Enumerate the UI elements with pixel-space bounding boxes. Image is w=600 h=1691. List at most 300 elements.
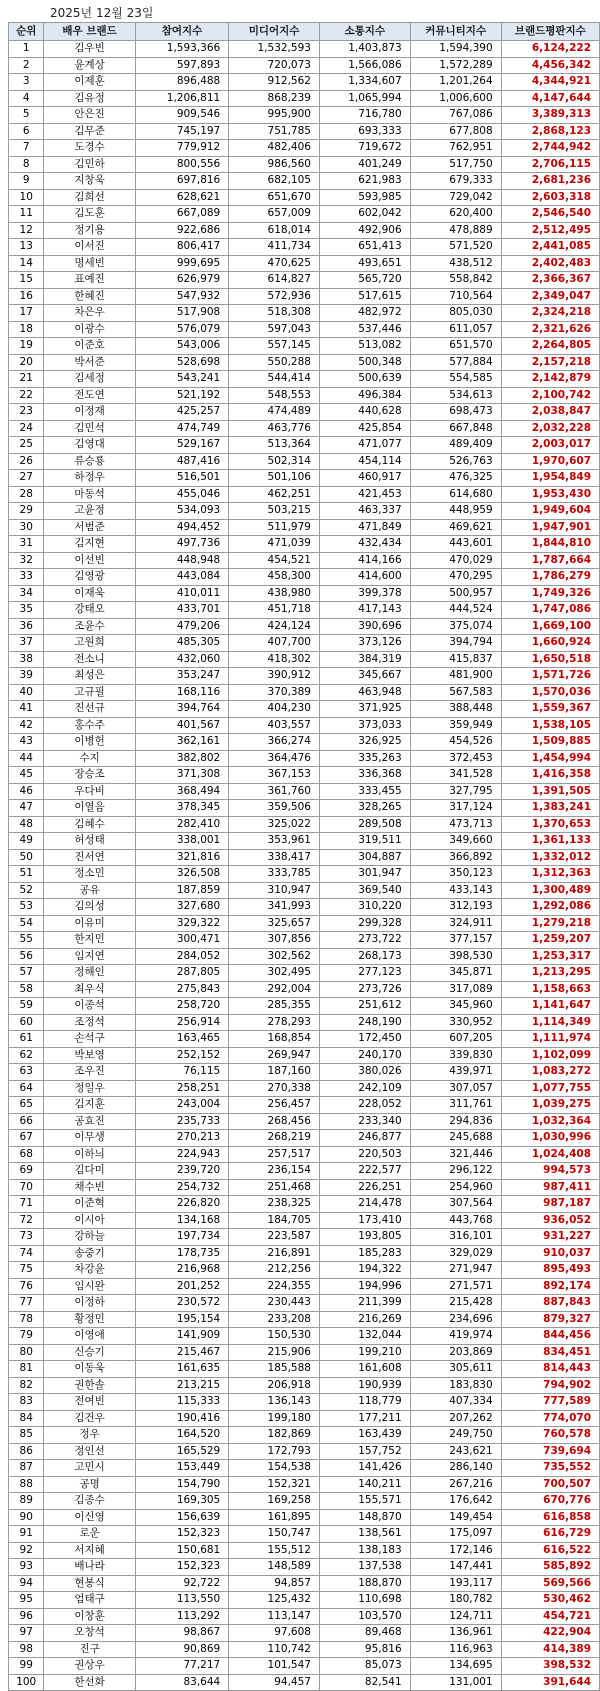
community-index-cell: 243,621	[410, 1443, 501, 1460]
media-index-cell: 471,039	[229, 536, 320, 553]
communication-index-cell: 421,453	[319, 486, 410, 503]
rank-cell: 49	[9, 833, 44, 850]
actor-name-cell: 한선화	[44, 1674, 135, 1691]
media-index-cell: 451,718	[229, 602, 320, 619]
rank-cell: 67	[9, 1130, 44, 1147]
media-index-cell: 407,700	[229, 635, 320, 652]
communication-index-cell: 132,044	[319, 1328, 410, 1345]
rank-cell: 97	[9, 1625, 44, 1642]
table-row	[9, 453, 600, 470]
table-row	[9, 849, 600, 866]
table-row	[9, 1295, 600, 1312]
community-index-cell: 136,961	[410, 1625, 501, 1642]
participation-index-cell: 896,488	[135, 74, 228, 91]
participation-index-cell: 378,345	[135, 800, 228, 817]
brand-index-cell: 391,644	[501, 1674, 599, 1691]
brand-index-cell: 1,213,295	[501, 965, 599, 982]
media-index-cell: 325,657	[229, 915, 320, 932]
actor-name-cell: 김영광	[44, 569, 135, 586]
actor-name-cell: 도경수	[44, 140, 135, 157]
communication-index-cell: 537,446	[319, 321, 410, 338]
rank-cell: 68	[9, 1146, 44, 1163]
actor-name-cell: 정일우	[44, 1080, 135, 1097]
participation-index-cell: 258,720	[135, 998, 228, 1015]
brand-index-cell: 1,083,272	[501, 1064, 599, 1081]
actor-name-cell: 임지연	[44, 948, 135, 965]
brand-index-cell: 700,507	[501, 1476, 599, 1493]
brand-index-cell: 2,324,218	[501, 305, 599, 322]
communication-index-cell: 333,455	[319, 783, 410, 800]
rank-cell: 51	[9, 866, 44, 883]
brand-index-cell: 2,366,367	[501, 272, 599, 289]
community-index-cell: 454,526	[410, 734, 501, 751]
media-index-cell: 403,557	[229, 717, 320, 734]
table-row	[9, 1146, 600, 1163]
community-index-cell: 470,295	[410, 569, 501, 586]
actor-name-cell: 우다비	[44, 783, 135, 800]
communication-index-cell: 211,399	[319, 1295, 410, 1312]
media-index-cell: 169,258	[229, 1493, 320, 1510]
participation-index-cell: 338,001	[135, 833, 228, 850]
brand-index-cell: 2,681,236	[501, 173, 599, 190]
actor-name-cell: 이종석	[44, 998, 135, 1015]
media-index-cell: 333,785	[229, 866, 320, 883]
rank-cell: 86	[9, 1443, 44, 1460]
brand-index-cell: 2,142,879	[501, 371, 599, 388]
community-index-cell: 271,947	[410, 1262, 501, 1279]
actor-name-cell: 이유미	[44, 915, 135, 932]
table-row	[9, 1047, 600, 1064]
media-index-cell: 215,906	[229, 1344, 320, 1361]
participation-index-cell: 98,867	[135, 1625, 228, 1642]
table-row	[9, 651, 600, 668]
communication-index-cell: 185,283	[319, 1245, 410, 1262]
rank-cell: 11	[9, 206, 44, 223]
brand-index-cell: 1,571,726	[501, 668, 599, 685]
brand-index-cell: 1,747,086	[501, 602, 599, 619]
media-index-cell: 370,389	[229, 684, 320, 701]
media-index-cell: 751,785	[229, 123, 320, 140]
communication-index-cell: 425,854	[319, 420, 410, 437]
media-index-cell: 125,432	[229, 1592, 320, 1609]
brand-index-cell: 1,509,885	[501, 734, 599, 751]
communication-index-cell: 194,996	[319, 1278, 410, 1295]
participation-index-cell: 521,192	[135, 387, 228, 404]
table-row	[9, 338, 600, 355]
brand-index-cell: 987,411	[501, 1179, 599, 1196]
communication-index-cell: 82,541	[319, 1674, 410, 1691]
communication-index-cell: 216,269	[319, 1311, 410, 1328]
brand-index-cell: 1,253,317	[501, 948, 599, 965]
participation-index-cell: 256,914	[135, 1014, 228, 1031]
communication-index-cell: 471,077	[319, 437, 410, 454]
rank-cell: 30	[9, 519, 44, 536]
rank-cell: 35	[9, 602, 44, 619]
rank-cell: 29	[9, 503, 44, 520]
actor-name-cell: 류승룡	[44, 453, 135, 470]
communication-index-cell: 155,571	[319, 1493, 410, 1510]
rank-cell: 65	[9, 1097, 44, 1114]
rank-cell: 56	[9, 948, 44, 965]
brand-index-cell: 1,570,036	[501, 684, 599, 701]
rank-cell: 77	[9, 1295, 44, 1312]
media-index-cell: 136,143	[229, 1394, 320, 1411]
community-index-cell: 307,564	[410, 1196, 501, 1213]
communication-index-cell: 335,263	[319, 750, 410, 767]
table-row	[9, 255, 600, 272]
community-index-cell: 567,583	[410, 684, 501, 701]
communication-index-cell: 226,251	[319, 1179, 410, 1196]
table-row	[9, 1278, 600, 1295]
community-index-cell: 312,193	[410, 899, 501, 916]
participation-index-cell: 487,416	[135, 453, 228, 470]
media-index-cell: 597,043	[229, 321, 320, 338]
actor-name-cell: 김영대	[44, 437, 135, 454]
rank-cell: 27	[9, 470, 44, 487]
rank-cell: 62	[9, 1047, 44, 1064]
rank-cell: 91	[9, 1526, 44, 1543]
table-row	[9, 1493, 600, 1510]
participation-index-cell: 300,471	[135, 932, 228, 949]
actor-name-cell: 진구	[44, 1641, 135, 1658]
communication-index-cell: 140,211	[319, 1476, 410, 1493]
community-index-cell: 377,157	[410, 932, 501, 949]
participation-index-cell: 254,732	[135, 1179, 228, 1196]
community-index-cell: 339,830	[410, 1047, 501, 1064]
brand-index-cell: 2,706,115	[501, 156, 599, 173]
table-row	[9, 1113, 600, 1130]
media-index-cell: 238,325	[229, 1196, 320, 1213]
community-index-cell: 366,892	[410, 849, 501, 866]
actor-name-cell: 김지훈	[44, 1097, 135, 1114]
communication-index-cell: 463,337	[319, 503, 410, 520]
brand-index-cell: 4,147,644	[501, 90, 599, 107]
communication-index-cell: 432,434	[319, 536, 410, 553]
participation-index-cell: 368,494	[135, 783, 228, 800]
actor-name-cell: 정기용	[44, 222, 135, 239]
table-row	[9, 206, 600, 223]
brand-index-cell: 4,456,342	[501, 57, 599, 74]
participation-index-cell: 215,467	[135, 1344, 228, 1361]
table-row	[9, 140, 600, 157]
media-index-cell: 1,532,593	[229, 41, 320, 58]
rank-cell: 34	[9, 585, 44, 602]
table-row	[9, 684, 600, 701]
rank-cell: 80	[9, 1344, 44, 1361]
brand-index-cell: 1,660,924	[501, 635, 599, 652]
participation-index-cell: 800,556	[135, 156, 228, 173]
table-header	[9, 23, 600, 41]
media-index-cell: 366,274	[229, 734, 320, 751]
communication-index-cell: 380,026	[319, 1064, 410, 1081]
communication-index-cell: 1,403,873	[319, 41, 410, 58]
actor-name-cell: 허성태	[44, 833, 135, 850]
participation-index-cell: 83,644	[135, 1674, 228, 1691]
media-index-cell: 110,742	[229, 1641, 320, 1658]
rank-cell: 28	[9, 486, 44, 503]
participation-index-cell: 448,948	[135, 552, 228, 569]
participation-index-cell: 474,749	[135, 420, 228, 437]
participation-index-cell: 195,154	[135, 1311, 228, 1328]
communication-index-cell: 194,322	[319, 1262, 410, 1279]
brand-index-cell: 1,300,489	[501, 882, 599, 899]
actor-name-cell: 지창욱	[44, 173, 135, 190]
actor-name-cell: 김도훈	[44, 206, 135, 223]
communication-index-cell: 1,065,994	[319, 90, 410, 107]
participation-index-cell: 394,764	[135, 701, 228, 718]
table-row	[9, 1608, 600, 1625]
communication-index-cell: 273,722	[319, 932, 410, 949]
community-index-cell: 149,454	[410, 1509, 501, 1526]
community-index-cell: 489,409	[410, 437, 501, 454]
brand-index-cell: 2,441,085	[501, 239, 599, 256]
rank-cell: 20	[9, 354, 44, 371]
brand-index-cell: 398,532	[501, 1658, 599, 1675]
table-row	[9, 1394, 600, 1411]
table-row	[9, 503, 600, 520]
table-row	[9, 371, 600, 388]
community-index-cell: 350,123	[410, 866, 501, 883]
community-index-cell: 729,042	[410, 189, 501, 206]
community-index-cell: 679,333	[410, 173, 501, 190]
actor-name-cell: 박서준	[44, 354, 135, 371]
communication-index-cell: 399,378	[319, 585, 410, 602]
rank-cell: 89	[9, 1493, 44, 1510]
media-index-cell: 251,468	[229, 1179, 320, 1196]
communication-index-cell: 621,983	[319, 173, 410, 190]
table-row	[9, 1212, 600, 1229]
communication-index-cell: 214,478	[319, 1196, 410, 1213]
table-row	[9, 750, 600, 767]
brand-index-cell: 454,721	[501, 1608, 599, 1625]
media-index-cell: 168,854	[229, 1031, 320, 1048]
rank-cell: 55	[9, 932, 44, 949]
actor-name-cell: 김세정	[44, 371, 135, 388]
table-row	[9, 156, 600, 173]
community-index-cell: 448,959	[410, 503, 501, 520]
brand-index-cell: 414,389	[501, 1641, 599, 1658]
table-row	[9, 1427, 600, 1444]
media-index-cell: 257,517	[229, 1146, 320, 1163]
media-index-cell: 341,993	[229, 899, 320, 916]
community-index-cell: 311,761	[410, 1097, 501, 1114]
brand-index-cell: 879,327	[501, 1311, 599, 1328]
actor-name-cell: 송중기	[44, 1245, 135, 1262]
rank-cell: 75	[9, 1262, 44, 1279]
rank-cell: 5	[9, 107, 44, 124]
participation-index-cell: 528,698	[135, 354, 228, 371]
brand-index-cell: 2,264,805	[501, 338, 599, 355]
community-index-cell: 329,029	[410, 1245, 501, 1262]
actor-name-cell: 오창석	[44, 1625, 135, 1642]
actor-name-cell: 김혜수	[44, 816, 135, 833]
media-index-cell: 285,355	[229, 998, 320, 1015]
actor-name-cell: 최성은	[44, 668, 135, 685]
media-index-cell: 97,608	[229, 1625, 320, 1642]
participation-index-cell: 321,816	[135, 849, 228, 866]
media-index-cell: 411,734	[229, 239, 320, 256]
table-row	[9, 123, 600, 140]
media-index-cell: 182,869	[229, 1427, 320, 1444]
table-row	[9, 1559, 600, 1576]
rank-cell: 84	[9, 1410, 44, 1427]
participation-index-cell: 92,722	[135, 1575, 228, 1592]
actor-name-cell: 손석구	[44, 1031, 135, 1048]
community-index-cell: 614,680	[410, 486, 501, 503]
rank-cell: 92	[9, 1542, 44, 1559]
rank-cell: 43	[9, 734, 44, 751]
table-row	[9, 1509, 600, 1526]
media-index-cell: 268,456	[229, 1113, 320, 1130]
actor-name-cell: 진선규	[44, 701, 135, 718]
actor-name-cell: 서범준	[44, 519, 135, 536]
rank-cell: 64	[9, 1080, 44, 1097]
participation-index-cell: 224,943	[135, 1146, 228, 1163]
participation-index-cell: 433,701	[135, 602, 228, 619]
brand-index-cell: 777,589	[501, 1394, 599, 1411]
actor-name-cell: 김우빈	[44, 41, 135, 58]
table-row	[9, 90, 600, 107]
table-row	[9, 1361, 600, 1378]
communication-index-cell: 137,538	[319, 1559, 410, 1576]
communication-index-cell: 246,877	[319, 1130, 410, 1147]
media-index-cell: 404,230	[229, 701, 320, 718]
communication-index-cell: 301,947	[319, 866, 410, 883]
communication-index-cell: 460,917	[319, 470, 410, 487]
community-index-cell: 175,097	[410, 1526, 501, 1543]
communication-index-cell: 716,780	[319, 107, 410, 124]
actor-name-cell: 김민석	[44, 420, 135, 437]
community-index-cell: 234,696	[410, 1311, 501, 1328]
brand-index-cell: 1,954,849	[501, 470, 599, 487]
table-row	[9, 915, 600, 932]
participation-index-cell: 77,217	[135, 1658, 228, 1675]
rank-cell: 21	[9, 371, 44, 388]
brand-index-cell: 910,037	[501, 1245, 599, 1262]
community-index-cell: 767,086	[410, 107, 501, 124]
media-index-cell: 438,980	[229, 585, 320, 602]
rank-cell: 12	[9, 222, 44, 239]
participation-index-cell: 163,465	[135, 1031, 228, 1048]
actor-name-cell: 이준혁	[44, 1196, 135, 1213]
actor-name-cell: 표예진	[44, 272, 135, 289]
media-index-cell: 233,208	[229, 1311, 320, 1328]
community-index-cell: 294,836	[410, 1113, 501, 1130]
actor-name-cell: 전도연	[44, 387, 135, 404]
participation-index-cell: 239,720	[135, 1163, 228, 1180]
media-index-cell: 101,547	[229, 1658, 320, 1675]
actor-name-cell: 전소니	[44, 651, 135, 668]
brand-index-cell: 1,141,647	[501, 998, 599, 1015]
brand-index-cell: 936,052	[501, 1212, 599, 1229]
community-index-cell: 124,711	[410, 1608, 501, 1625]
rank-cell: 1	[9, 41, 44, 58]
header-row	[9, 23, 600, 41]
participation-index-cell: 187,859	[135, 882, 228, 899]
table-row	[9, 1130, 600, 1147]
actor-name-cell: 이서진	[44, 239, 135, 256]
table-row	[9, 602, 600, 619]
rank-cell: 22	[9, 387, 44, 404]
brand-index-cell: 2,868,123	[501, 123, 599, 140]
community-index-cell: 469,621	[410, 519, 501, 536]
communication-index-cell: 242,109	[319, 1080, 410, 1097]
actor-name-cell: 이광수	[44, 321, 135, 338]
participation-index-cell: 213,215	[135, 1377, 228, 1394]
community-index-cell: 305,611	[410, 1361, 501, 1378]
community-index-cell: 620,400	[410, 206, 501, 223]
rank-cell: 70	[9, 1179, 44, 1196]
actor-name-cell: 진서연	[44, 849, 135, 866]
media-index-cell: 462,251	[229, 486, 320, 503]
rank-cell: 47	[9, 800, 44, 817]
table-row	[9, 569, 600, 586]
community-index-cell: 388,448	[410, 701, 501, 718]
community-index-cell: 394,794	[410, 635, 501, 652]
communication-index-cell: 95,816	[319, 1641, 410, 1658]
participation-index-cell: 485,305	[135, 635, 228, 652]
communication-index-cell: 373,033	[319, 717, 410, 734]
rank-cell: 32	[9, 552, 44, 569]
communication-index-cell: 593,985	[319, 189, 410, 206]
table-row	[9, 734, 600, 751]
rank-cell: 6	[9, 123, 44, 140]
brand-index-cell: 2,744,942	[501, 140, 599, 157]
communication-index-cell: 110,698	[319, 1592, 410, 1609]
rank-cell: 95	[9, 1592, 44, 1609]
communication-index-cell: 188,870	[319, 1575, 410, 1592]
community-index-cell: 577,884	[410, 354, 501, 371]
brand-index-cell: 834,451	[501, 1344, 599, 1361]
actor-name-cell: 공효진	[44, 1113, 135, 1130]
media-index-cell: 548,553	[229, 387, 320, 404]
media-index-cell: 912,562	[229, 74, 320, 91]
brand-index-cell: 585,892	[501, 1559, 599, 1576]
rank-cell: 24	[9, 420, 44, 437]
media-index-cell: 150,530	[229, 1328, 320, 1345]
rank-cell: 26	[9, 453, 44, 470]
participation-index-cell: 115,333	[135, 1394, 228, 1411]
brand-index-cell: 1,787,664	[501, 552, 599, 569]
media-index-cell: 367,153	[229, 767, 320, 784]
community-index-cell: 176,642	[410, 1493, 501, 1510]
actor-name-cell: 김민하	[44, 156, 135, 173]
table-row	[9, 1163, 600, 1180]
brand-index-cell: 760,578	[501, 1427, 599, 1444]
community-index-cell: 398,530	[410, 948, 501, 965]
rank-cell: 71	[9, 1196, 44, 1213]
communication-index-cell: 345,667	[319, 668, 410, 685]
brand-index-cell: 2,032,228	[501, 420, 599, 437]
rank-cell: 17	[9, 305, 44, 322]
communication-index-cell: 463,948	[319, 684, 410, 701]
communication-index-cell: 500,639	[319, 371, 410, 388]
community-index-cell: 134,695	[410, 1658, 501, 1675]
participation-index-cell: 443,084	[135, 569, 228, 586]
brand-index-cell: 670,776	[501, 1493, 599, 1510]
participation-index-cell: 543,006	[135, 338, 228, 355]
actor-name-cell: 강태오	[44, 602, 135, 619]
rank-cell: 7	[9, 140, 44, 157]
rank-cell: 41	[9, 701, 44, 718]
community-index-cell: 203,869	[410, 1344, 501, 1361]
community-index-cell: 526,763	[410, 453, 501, 470]
actor-name-cell: 이창훈	[44, 1608, 135, 1625]
community-index-cell: 180,782	[410, 1592, 501, 1609]
media-index-cell: 113,147	[229, 1608, 320, 1625]
media-index-cell: 454,521	[229, 552, 320, 569]
communication-index-cell: 390,696	[319, 618, 410, 635]
